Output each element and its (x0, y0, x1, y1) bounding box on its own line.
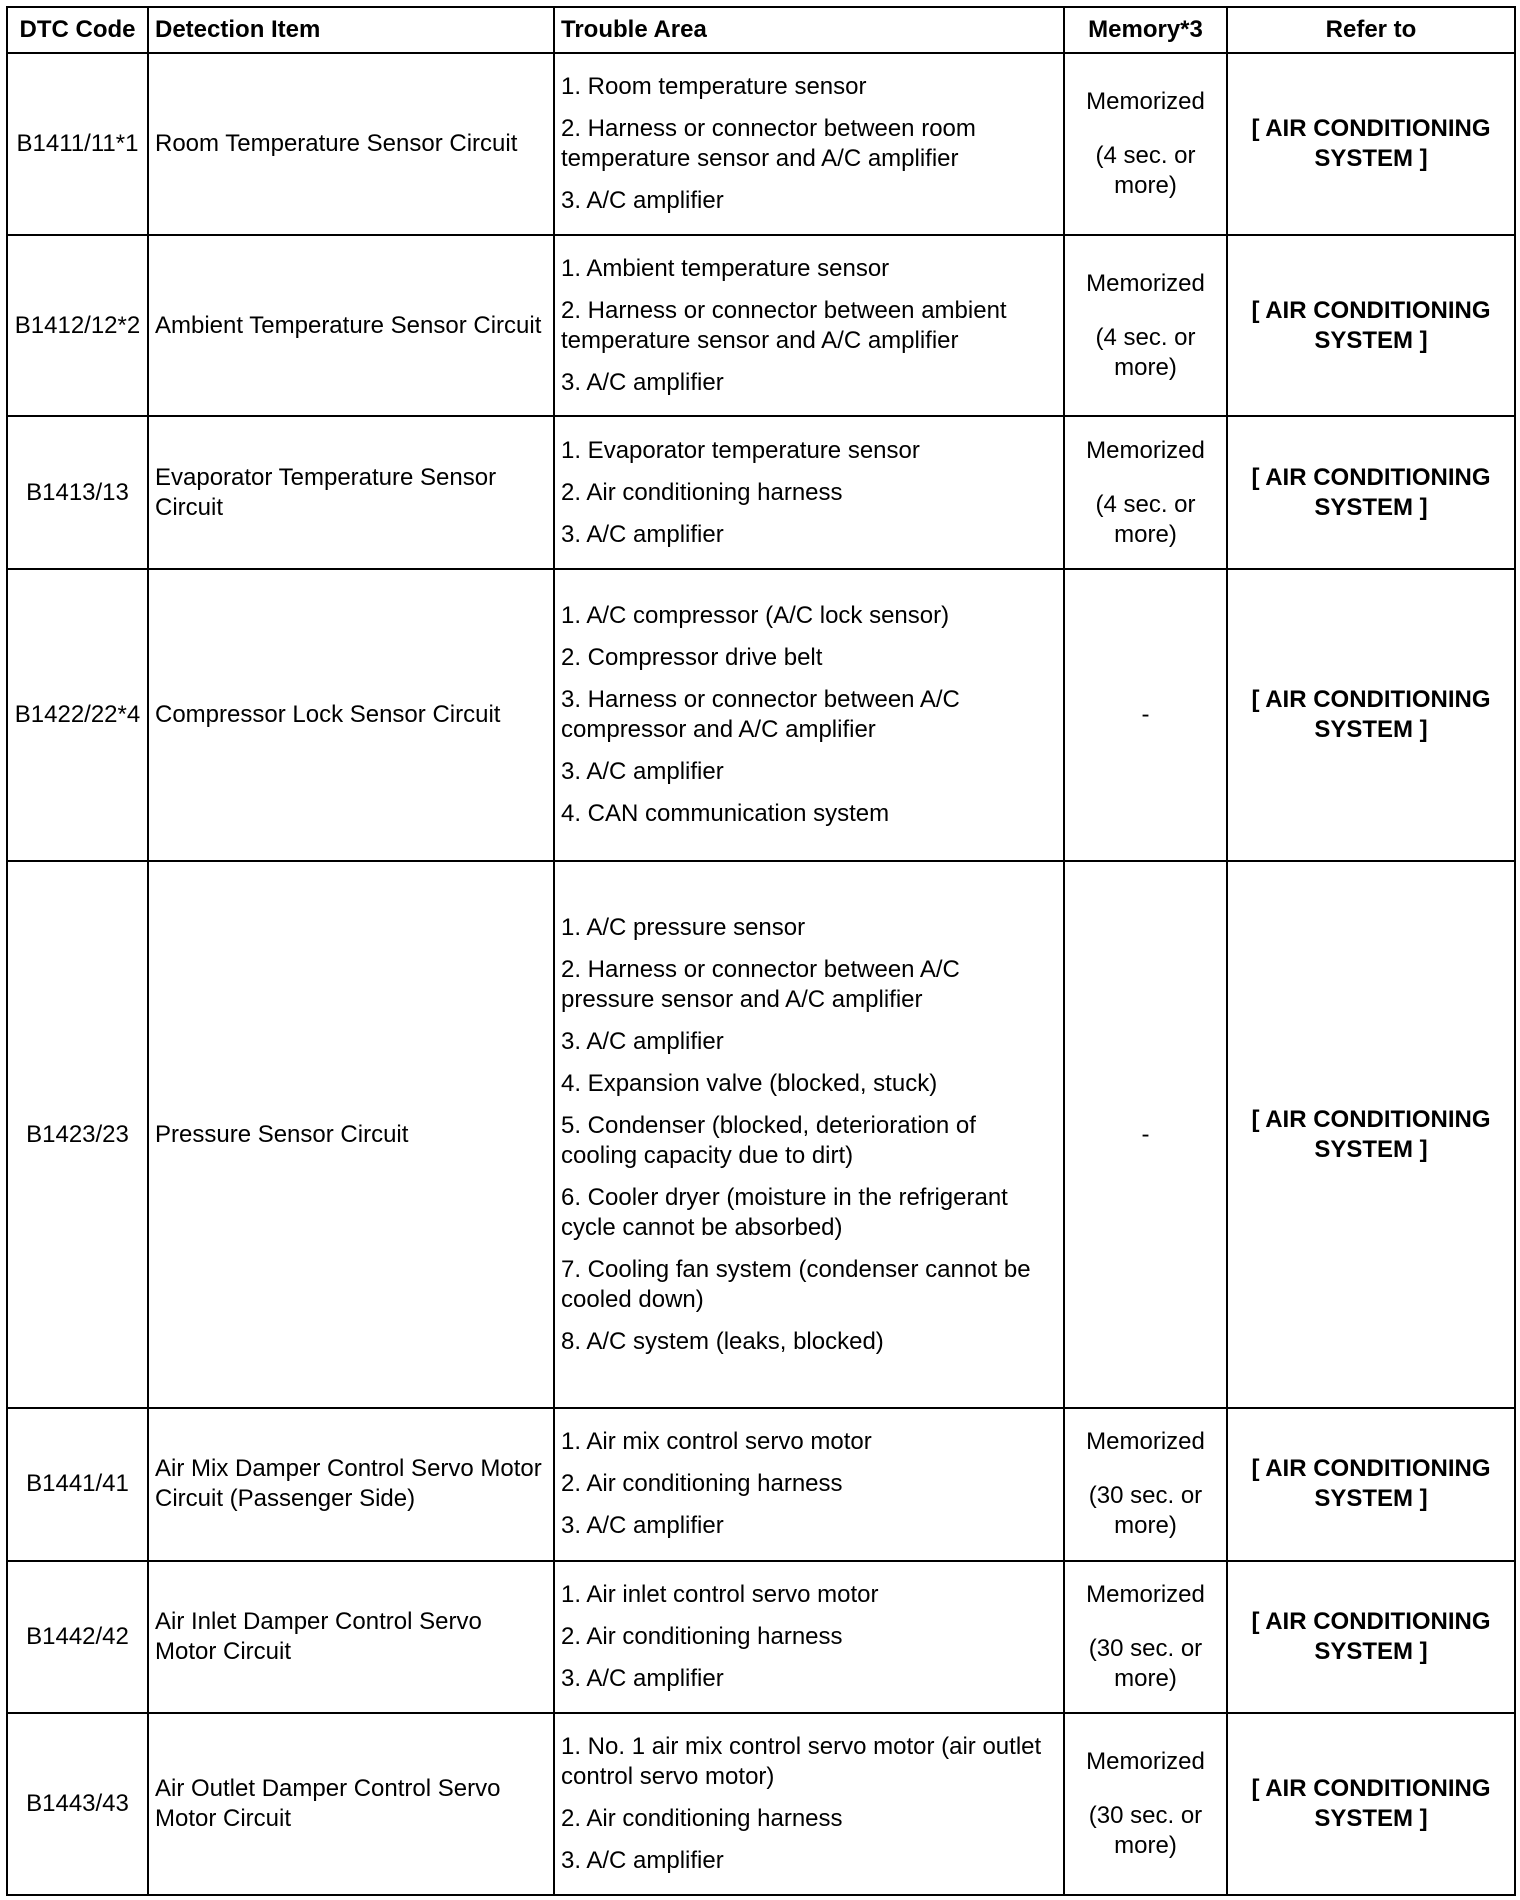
detection-item-cell: Air Mix Damper Control Servo Motor Circuit (Passenger Side) (148, 1408, 554, 1561)
trouble-area-cell (554, 416, 1064, 569)
detection-item-cell: Ambient Temperature Sensor Circuit (148, 235, 554, 417)
table-row (7, 53, 1515, 235)
memory-condition: (4 sec. or more) (1095, 141, 1196, 199)
dtc-code-cell: B1412/12*2 (7, 235, 148, 417)
refer-to-cell: [ AIR CONDITIONING SYSTEM ] (1227, 1713, 1515, 1895)
trouble-area-item: 3. A/C amplifier (561, 1847, 724, 1875)
trouble-area-item: 5. Condenser (blocked, deterioration of cooling capacity due to dirt) (561, 1111, 976, 1169)
trouble-area-item: 2. Harness or connector between ambient temperature sensor and A/C amplifier (561, 296, 1007, 354)
memory-spacer (1071, 1777, 1220, 1801)
memory-status: Memorized (1086, 1581, 1205, 1608)
refer-to-cell: [ AIR CONDITIONING SYSTEM ] (1227, 569, 1515, 861)
trouble-area-item: 3. A/C amplifier (561, 1512, 724, 1540)
memory-cell (1064, 53, 1227, 235)
trouble-area-item: 1. No. 1 air mix control servo motor (air outlet control servo motor) (561, 1733, 1042, 1791)
table-row (7, 1713, 1515, 1895)
trouble-area-item: 3. A/C amplifier (561, 368, 724, 396)
trouble-area-item: 2. Harness or connector between room temperature sensor and A/C amplifier (561, 114, 976, 172)
trouble-area-item: 1. A/C pressure sensor (561, 913, 806, 941)
trouble-area-item: 3. A/C amplifier (561, 520, 724, 548)
dtc-code-cell: B1443/43 (7, 1713, 148, 1895)
trouble-area-cell (554, 1561, 1064, 1714)
memory-spacer (1071, 1457, 1220, 1481)
refer-to-cell: [ AIR CONDITIONING SYSTEM ] (1227, 1561, 1515, 1714)
memory-spacer (1071, 466, 1220, 490)
memory-condition: (30 sec. or more) (1088, 1802, 1203, 1860)
refer-to-cell: [ AIR CONDITIONING SYSTEM ] (1227, 861, 1515, 1408)
table-row (7, 861, 1515, 1408)
trouble-area-item: 2. Compressor drive belt (561, 644, 823, 671)
trouble-area-item: 1. Air mix control servo motor (561, 1428, 872, 1456)
dtc-code-cell: B1411/11*1 (7, 53, 148, 235)
trouble-area-item: 3. A/C amplifier (561, 1665, 724, 1692)
table-body (7, 53, 1515, 1895)
memory-cell (1064, 569, 1227, 861)
trouble-area-item: 3. A/C amplifier (561, 758, 724, 785)
header-dtc-code: DTC Code (7, 7, 148, 53)
trouble-area-item: 1. Evaporator temperature sensor (561, 436, 920, 464)
trouble-area-item: 1. A/C compressor (A/C lock sensor) (561, 602, 950, 629)
header-refer-to: Refer to (1227, 7, 1515, 53)
memory-condition: (30 sec. or more) (1088, 1482, 1203, 1540)
dtc-code-cell: B1423/23 (7, 861, 148, 1408)
refer-to-cell: [ AIR CONDITIONING SYSTEM ] (1227, 416, 1515, 569)
memory-spacer (1071, 117, 1220, 141)
table-row (7, 1408, 1515, 1561)
memory-condition: (4 sec. or more) (1095, 490, 1196, 548)
refer-to-cell: [ AIR CONDITIONING SYSTEM ] (1227, 53, 1515, 235)
memory-cell (1064, 416, 1227, 569)
trouble-area-item: 1. Ambient temperature sensor (561, 254, 890, 282)
trouble-area-item: 3. Harness or connector between A/C compressor and A/C amplifier (561, 686, 960, 743)
memory-status: Memorized (1086, 87, 1205, 115)
trouble-area-cell (554, 569, 1064, 861)
trouble-area-item: 6. Cooler dryer (moisture in the refrigerant cycle cannot be absorbed) (561, 1183, 1008, 1241)
header-trouble-area: Trouble Area (554, 7, 1064, 53)
memory-spacer (1071, 1610, 1220, 1634)
trouble-area-item: 8. A/C system (leaks, blocked) (561, 1327, 884, 1355)
trouble-area-item: 1. Air inlet control servo motor (561, 1581, 879, 1608)
trouble-area-cell (554, 861, 1064, 1408)
memory-cell (1064, 861, 1227, 1408)
detection-item-cell: Pressure Sensor Circuit (148, 861, 554, 1408)
detection-item-cell: Air Inlet Damper Control Servo Motor Circuit (148, 1561, 554, 1714)
trouble-area-cell (554, 235, 1064, 417)
memory-cell (1064, 1408, 1227, 1561)
trouble-area-item: 2. Air conditioning harness (561, 1470, 843, 1498)
memory-status: - (1141, 1120, 1150, 1148)
refer-to-cell: [ AIR CONDITIONING SYSTEM ] (1227, 235, 1515, 417)
memory-status: Memorized (1086, 436, 1205, 464)
trouble-area-item: 3. A/C amplifier (561, 1027, 724, 1055)
memory-condition: (30 sec. or more) (1088, 1635, 1203, 1692)
memory-condition: (4 sec. or more) (1095, 323, 1196, 381)
dtc-code-cell: B1413/13 (7, 416, 148, 569)
table-row (7, 569, 1515, 861)
memory-cell (1064, 235, 1227, 417)
trouble-area-item: 2. Harness or connector between A/C pressure sensor and A/C amplifier (561, 955, 960, 1013)
refer-to-cell: [ AIR CONDITIONING SYSTEM ] (1227, 1408, 1515, 1561)
memory-status: Memorized (1086, 269, 1205, 297)
table-row (7, 235, 1515, 417)
table-row (7, 1561, 1515, 1714)
memory-cell (1064, 1713, 1227, 1895)
detection-item-cell: Evaporator Temperature Sensor Circuit (148, 416, 554, 569)
dtc-code-cell: B1441/41 (7, 1408, 148, 1561)
memory-spacer (1071, 299, 1220, 323)
trouble-area-cell (554, 1408, 1064, 1561)
detection-item-cell: Room Temperature Sensor Circuit (148, 53, 554, 235)
detection-item-cell: Compressor Lock Sensor Circuit (148, 569, 554, 861)
trouble-area-cell (554, 1713, 1064, 1895)
memory-status: Memorized (1086, 1748, 1205, 1776)
trouble-area-item: 4. Expansion valve (blocked, stuck) (561, 1069, 938, 1097)
trouble-area-item: 7. Cooling fan system (condenser cannot be cooled down) (561, 1255, 1031, 1313)
trouble-area-cell (554, 53, 1064, 235)
header-detection-item: Detection Item (148, 7, 554, 53)
dtc-code-cell: B1422/22*4 (7, 569, 148, 861)
trouble-area-item: 4. CAN communication system (561, 800, 890, 827)
trouble-area-item: 2. Air conditioning harness (561, 1805, 843, 1833)
table-row (7, 416, 1515, 569)
memory-status: Memorized (1086, 1428, 1205, 1456)
trouble-area-item: 2. Air conditioning harness (561, 1623, 843, 1650)
dtc-table (6, 6, 1516, 1896)
dtc-code-cell: B1442/42 (7, 1561, 148, 1714)
table-header-row (7, 7, 1515, 53)
header-memory: Memory*3 (1064, 7, 1227, 53)
trouble-area-item: 2. Air conditioning harness (561, 478, 843, 506)
trouble-area-item: 3. A/C amplifier (561, 186, 724, 214)
memory-status: - (1141, 701, 1150, 728)
trouble-area-item: 1. Room temperature sensor (561, 72, 867, 100)
memory-cell (1064, 1561, 1227, 1714)
detection-item-cell: Air Outlet Damper Control Servo Motor Circuit (148, 1713, 554, 1895)
